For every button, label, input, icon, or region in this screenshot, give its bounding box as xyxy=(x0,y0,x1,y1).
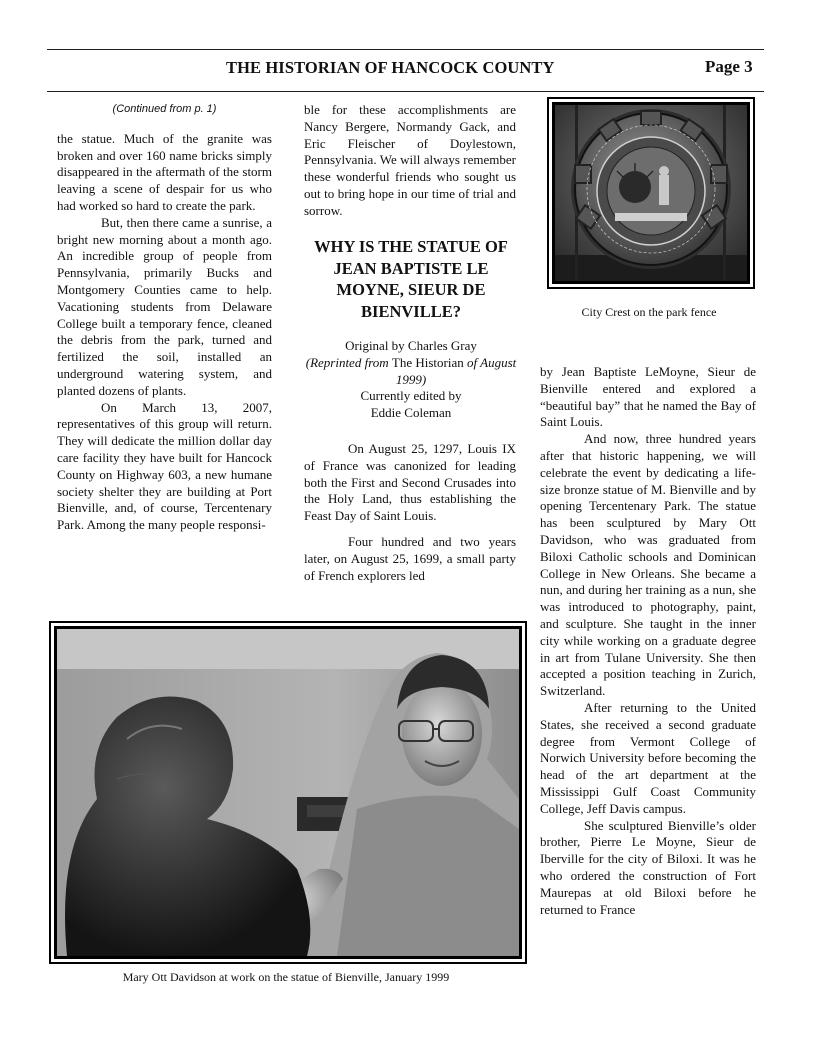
crest-photo-frame xyxy=(547,97,755,289)
continued-note: (Continued from p. 1) xyxy=(112,103,217,115)
paragraph: And now, three hundred years after that historic happening, we will celebrate the event by dedicating a life-size bronze statue of M. Bienville and by opening Tercentenary Park. The statue has been sculptured by Mary Ott Davidson, who was graduated from Biloxi Catholic schools and Dominican College in New Orleans. She became a nun, and during her training as a nun, she was introduced to photography, paint, and sculpture. She taught in the inner city while working on a graduate degree in art from Tulane University. She then accepted a position teaching in Zurich, Switzerland. xyxy=(540,431,756,699)
sculptor-photo-frame xyxy=(49,621,527,964)
article-headline: WHY IS THE STATUE OF JEAN BAPTISTE LE MOYNE, SIEUR DE BIENVILLE? xyxy=(314,237,508,321)
byline-reprint: (Reprinted from The Historian of August 1999) xyxy=(305,354,517,387)
column-2-body xyxy=(304,441,516,584)
byline-edited: Currently edited by xyxy=(360,388,462,404)
crest-caption: City Crest on the park fence xyxy=(581,305,717,319)
paragraph: ble for these accomplishments are Nancy Bergere, Normandy Gack, and Eric Fleischer of Doylestown, Pennsylvania. We will always remember these wonderful friends who sought us out to bring hope in our time of trial and sorrow. xyxy=(304,102,516,218)
column-1 xyxy=(57,101,272,534)
masthead-title: THE HISTORIAN OF HANCOCK COUNTY xyxy=(226,58,555,77)
paragraph: the statue. Much of the granite was broken and over 160 name bricks simply disappeared in the aftermath of the storm leaving a scene of despair for us who had worked so hard to create the park. xyxy=(57,130,272,213)
paragraph: She sculptured Bienville’s older brother, Pierre Le Moyne, Sieur de Iberville for the city of Biloxi. It was he who ordered the construction of Fort Maurepas at old Biloxi before he returned to France xyxy=(540,817,756,917)
column-3 xyxy=(540,364,756,918)
paragraph: On March 13, 2007, representatives of this group will return. They will dedicate the million dollar day care facility they have built for Hancock County on Highway 603, a new humane society shelter they are building at Port Bienville, and, of course, Tercentenary Park. Among the many people responsi- xyxy=(57,399,272,533)
city-crest-image xyxy=(555,105,747,281)
byline-original: Original by Charles Gray xyxy=(345,338,477,353)
header-bottom-rule xyxy=(47,91,764,92)
sculptor-caption: Mary Ott Davidson at work on the statue of Bienville, January 1999 xyxy=(122,970,450,984)
paragraph: Four hundred and two years later, on August 25, 1699, a small party of French explorers led xyxy=(304,533,516,583)
byline-editor: Eddie Coleman xyxy=(370,405,452,421)
paragraph: by Jean Baptiste LeMoyne, Sieur de Bienville entered and explored a “beautiful bay” that he named the Bay of Saint Louis. xyxy=(540,364,756,430)
header-top-rule xyxy=(47,49,764,50)
sculptor-photo-image xyxy=(57,629,519,956)
paragraph: But, then there came a sunrise, a bright new morning about a month ago. An incredible group of people from Pennsylvania, primarily Bucks and Montgomery Counties came to help. Vacationing students from Delaware College built a temporary fence, cleaned the debris from the park, turned and fertilized the soil, installed an underground watering system, and planted dozens of plants. xyxy=(57,214,272,398)
page-number: Page 3 xyxy=(705,57,753,76)
paragraph: On August 25, 1297, Louis IX of France was canonized for leading both the First and Second Crusades into the Holy Land, thus establishing the Feast Day of Saint Louis. xyxy=(304,441,516,524)
paragraph: After returning to the United States, she received a second graduate degree from Vermont College of Norwich University before becoming the head of the art department at the Mississippi Gulf Coast Community College, Jeff Davis campus. xyxy=(540,699,756,816)
column-2-top xyxy=(304,102,516,220)
byline xyxy=(304,338,518,422)
